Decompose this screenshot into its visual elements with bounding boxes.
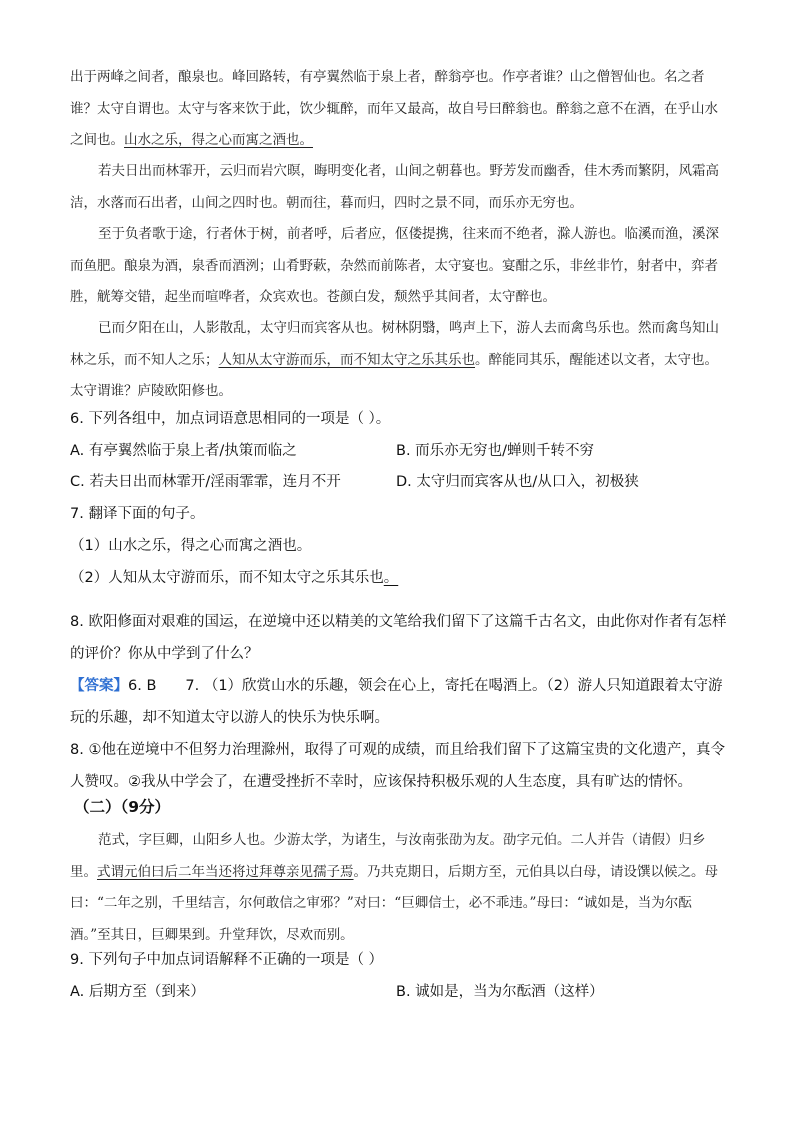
option-b: B. 而乐亦无穷也/蝉则千转不穷 xyxy=(396,443,595,459)
option-a: A. 后期方至（到来） xyxy=(70,984,205,1000)
passage-text: 。醉能同其乐，醒能述以文者，太守也。太守谓谁？庐陵欧阳修也。 xyxy=(70,351,718,399)
section-2-title: （二）（9分） xyxy=(74,798,171,816)
passage-2-paragraph xyxy=(70,825,730,951)
passage-paragraph-1 xyxy=(70,62,730,157)
question-9-options-ab xyxy=(70,981,730,1003)
question-8-stem: 8. 欧阳修面对艰难的国运，在逆境中还以精美的文笔给我们留下了这篇千古名文，由此你对作者有怎样的评价？你从中学到了什么？ xyxy=(70,614,727,662)
question-6-options-cd xyxy=(70,471,730,493)
sentence-text: （2）人知从太守游而乐，而不知太守之乐其乐也 xyxy=(70,570,384,586)
underlined-sentence: 人知从太守游而乐，而不知太守之乐其乐也 xyxy=(218,351,475,368)
passage-text: 出于两峰之间者，酿泉也。峰回路转，有亭翼然临于泉上者，醉翁亭也。作亭者谁？山之僧智仙也。名之者谁？太守自谓也。太守与客来饮于此，饮少辄醉，而年又最高，故自号曰醉翁也。醉翁之意不在酒，在乎山水之间也。 xyxy=(70,69,718,148)
blank-mark: 。 xyxy=(383,570,399,586)
passage-text: 范式，字巨卿，山阳乡人也。少游太学，为诸生，与汝南张劭为友。劭字元伯。二人并告（请假）归乡里。 xyxy=(70,832,706,880)
passage-text: 已而夕阳在山，人影散乱，太守归而宾客从也。树林阴翳，鸣声上下，游人去而禽鸟乐也。然而禽鸟知山林之乐，而不知人之乐； xyxy=(70,320,719,368)
option-d: D. 太守归而宾客从也/从口入，初极狭 xyxy=(396,474,639,490)
question-6-options-ab xyxy=(70,440,730,462)
question-6-stem: 6. 下列各组中，加点词语意思相同的一项是（ ）。 xyxy=(70,411,391,427)
answer-line-1: 6. B 7. （1）欣赏山水的乐趣，领会在心上，寄托在喝酒上。（2）游人只知道跟着太守游玩的乐趣，却不知道太守以游人的快乐为快乐啊。 xyxy=(70,678,723,726)
answer-block xyxy=(70,670,730,734)
underlined-sentence: 山水之乐，得之心而寓之酒也。 xyxy=(124,132,313,148)
underlined-sentence: 式谓元伯曰后二年当还将过拜尊亲见孺子焉 xyxy=(97,863,354,880)
question-7-sentence-2 xyxy=(70,567,730,589)
option-a: A. 有亭翼然临于泉上者/执策而临之 xyxy=(70,443,297,459)
passage-text: 。乃共克期日，后期方至，元伯具以白母，请设馔以候之。母曰：“二年之别，千里结言，尔何敢信之审邪？”对曰：“巨卿信士，必不乖违。”母曰：“诚如是，当为尔酝酒。”至其日，巨卿果到。升堂拜饮，尽欢而别。 xyxy=(70,863,718,943)
question-7-sentence-1: （1）山水之乐，得之心而寓之酒也。 xyxy=(70,538,312,554)
passage-paragraph-2: 若夫日出而林霏开，云归而岩穴暝，晦明变化者，山间之朝暮也。野芳发而幽香，佳木秀而繁阴，风霜高洁，水落而石出者，山间之四时也。朝而往，暮而归，四时之景不同，而乐亦无穷也。 xyxy=(70,163,719,211)
option-c: C. 若夫日出而林霏开/淫雨霏霏，连月不开 xyxy=(70,474,341,490)
passage-paragraph-3: 至于负者歌于途，行者休于树，前者呼，后者应，伛偻提携，往来而不绝者，滁人游也。临溪而渔，溪深而鱼肥。酿泉为酒，泉香而酒洌；山肴野蔌，杂然而前陈者，太守宴也。宴酣之乐，非丝非竹，射者中，弈者胜，觥筹交错，起坐而喧哗者，众宾欢也。苍颜白发，颓然乎其间者，太守醉也。 xyxy=(70,226,719,305)
question-9-stem: 9. 下列句子中加点词语解释不正确的一项是（ ） xyxy=(70,952,384,968)
passage-paragraph-4 xyxy=(70,313,730,408)
answer-line-2: 8. ①他在逆境中不但努力治理滁州，取得了可观的成绩，而且给我们留下了这篇宝贵的文化遗产，真令人赞叹。②我从中学会了，在遭受挫折不幸时，应该保持积极乐观的人生态度，具有旷达的情怀。 xyxy=(70,742,725,790)
option-b: B. 诚如是，当为尔酝酒（这样） xyxy=(396,984,604,1000)
question-7-stem: 7. 翻译下面的句子。 xyxy=(70,506,205,522)
answer-tag: 【答案】 xyxy=(70,678,128,694)
